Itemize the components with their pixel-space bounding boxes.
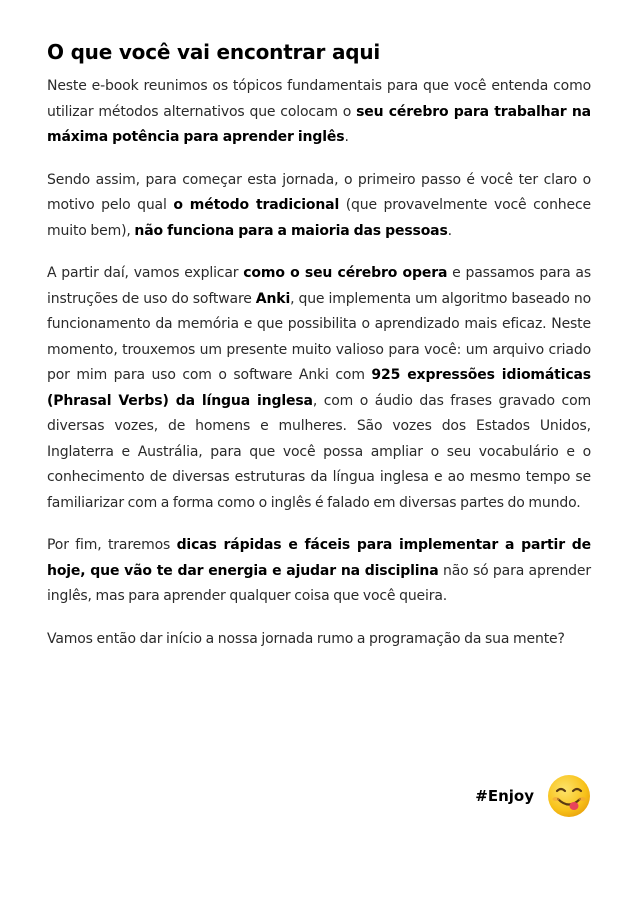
text-run: Neste e-book reunimos os tópicos fundamentais para que você entenda como utilizar métodos alternativos que colocam o — [47, 78, 591, 120]
text-run: . — [344, 129, 349, 145]
text-run: Sendo assim, para começar esta jornada, o primeiro passo é você ter claro o motivo pelo qual — [47, 171, 591, 213]
bold-text: o método tradicional — [173, 197, 340, 213]
bold-text: não funciona para a maioria das pessoas — [134, 222, 448, 239]
text-run: Por fim, traremos — [47, 537, 177, 553]
paragraph — [47, 168, 591, 245]
text-run: A partir daí, vamos explicar — [47, 265, 244, 281]
paragraph — [47, 533, 591, 610]
signature-text: #Enjoy — [475, 787, 534, 805]
text-run: e passamos para as instruções de uso do software — [47, 265, 591, 307]
text-run: Vamos então dar início a nossa jornada rumo a programação da sua mente? — [47, 630, 565, 647]
paragraph — [47, 74, 591, 151]
bold-text: seu cérebro para trabalhar na máxima potência para aprender inglês — [47, 103, 591, 145]
bold-text: Anki — [255, 290, 291, 307]
savoring-food-emoji-icon — [546, 773, 592, 819]
bold-text: dicas rápidas e fáceis para implementar a partir de hoje, que vão te dar energia e ajudar na disciplina — [47, 537, 592, 579]
text-run: (que provavelmente você conhece muito bem), — [47, 197, 592, 239]
bold-text: 925 expressões idiomáticas (Phrasal Verbs) da língua inglesa — [47, 367, 591, 409]
text-run: . — [447, 222, 452, 239]
paragraph — [47, 627, 591, 653]
text-run: não só para aprender inglês, mas para aprender qualquer coisa que você queira. — [47, 562, 591, 604]
signature-block — [475, 772, 592, 820]
text-run: , com o áudio das frases gravado com diversas vozes, de homens e mulheres. São vozes dos Estados Unidos, Inglaterra e Austrália, para que você possa ampliar o seu vocabulário e o conhecimento de diversas estruturas da língua inglesa e ao mesmo tempo se familiarizar com a forma como o inglês é falado em diversas partes do mundo. — [47, 392, 591, 511]
paragraph — [47, 261, 591, 516]
text-run: , que implementa um algoritmo baseado no funcionamento da memória e que possibilita o aprendizado mais eficaz. Neste momento, trouxemos um presente muito valioso para você: um arquivo criado por mim para uso com o software Anki com — [47, 290, 591, 383]
bold-text: como o seu cérebro opera — [243, 265, 448, 281]
body-text — [47, 74, 591, 652]
page-title: O que você vai encontrar aqui — [47, 40, 381, 64]
